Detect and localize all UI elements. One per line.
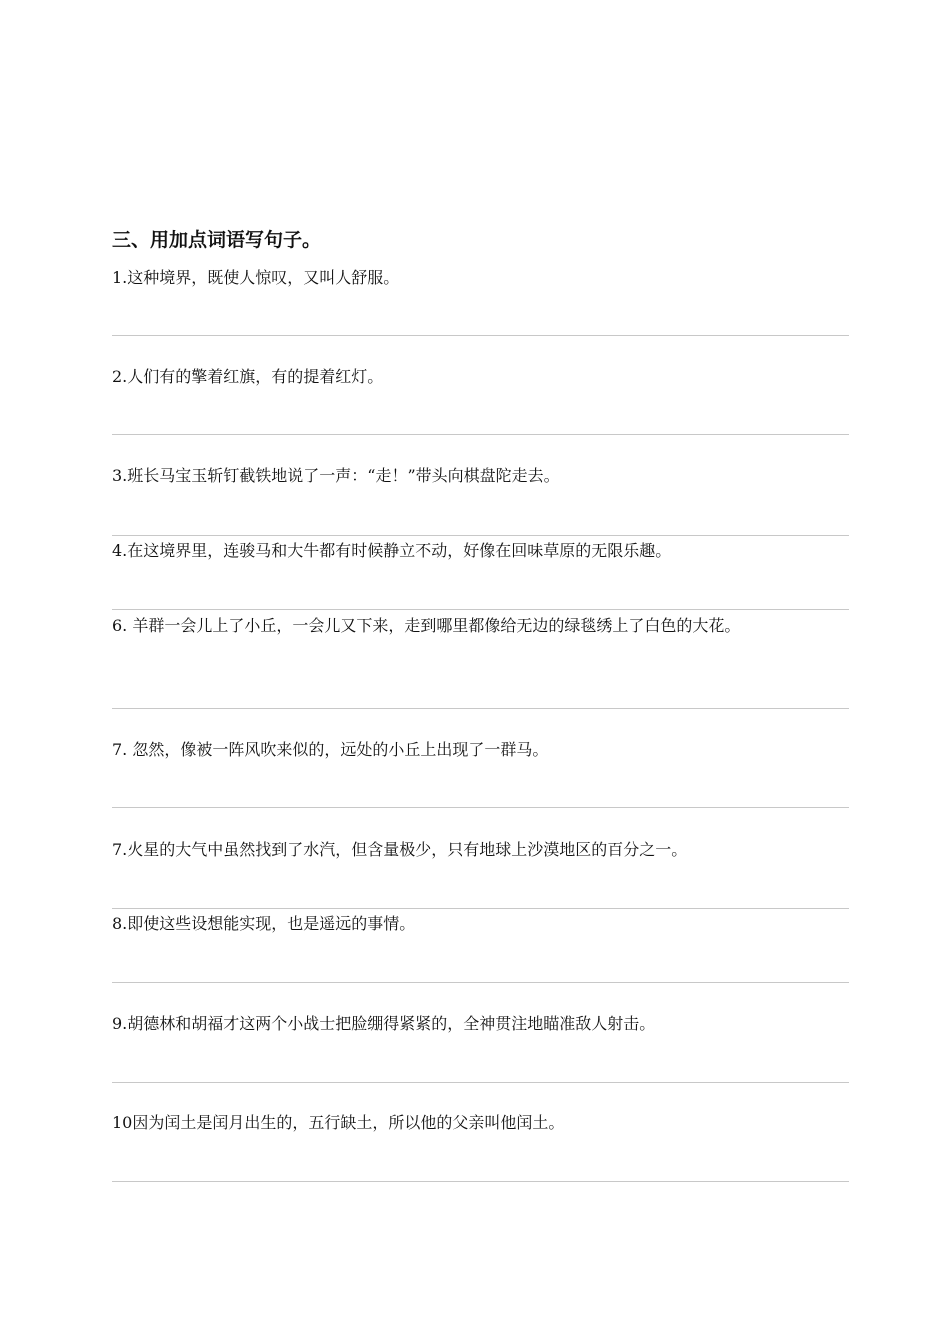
question-8: 8.即使这些设想能实现，也是遥远的事情。 [112, 914, 416, 933]
answer-line-6[interactable] [112, 708, 849, 709]
answer-line-7b[interactable] [112, 908, 849, 909]
question-2: 2.人们有的擎着红旗，有的提着红灯。 [112, 367, 384, 386]
answer-line-9[interactable] [112, 1082, 849, 1083]
question-7a: 7. 忽然，像被一阵风吹来似的，远处的小丘上出现了一群马。 [112, 740, 549, 759]
answer-line-8[interactable] [112, 982, 849, 983]
question-10: 10因为闰土是闰月出生的，五行缺土，所以他的父亲叫他闰土。 [112, 1113, 565, 1132]
question-4: 4.在这境界里，连骏马和大牛都有时候静立不动，好像在回味草原的无限乐趣。 [112, 541, 672, 560]
answer-line-10[interactable] [112, 1181, 849, 1182]
question-7b: 7.火星的大气中虽然找到了水汽，但含量极少，只有地球上沙漠地区的百分之一。 [112, 840, 688, 859]
answer-line-1[interactable] [112, 335, 849, 336]
answer-line-4[interactable] [112, 609, 849, 610]
question-9: 9.胡德林和胡福才这两个小战士把脸绷得紧紧的，全神贯注地瞄准敌人射击。 [112, 1014, 656, 1033]
answer-line-7a[interactable] [112, 807, 849, 808]
answer-line-3[interactable] [112, 535, 849, 536]
section-title: 三、用加点词语写句子。 [112, 229, 322, 251]
question-6: 6. 羊群一会儿上了小丘，一会儿又下来，走到哪里都像给无边的绿毯绣上了白色的大花。 [112, 616, 741, 635]
question-3: 3.班长马宝玉斩钉截铁地说了一声：“走！”带头向棋盘陀走去。 [112, 466, 560, 485]
question-1: 1.这种境界，既使人惊叹，又叫人舒服。 [112, 268, 400, 287]
answer-line-2[interactable] [112, 434, 849, 435]
